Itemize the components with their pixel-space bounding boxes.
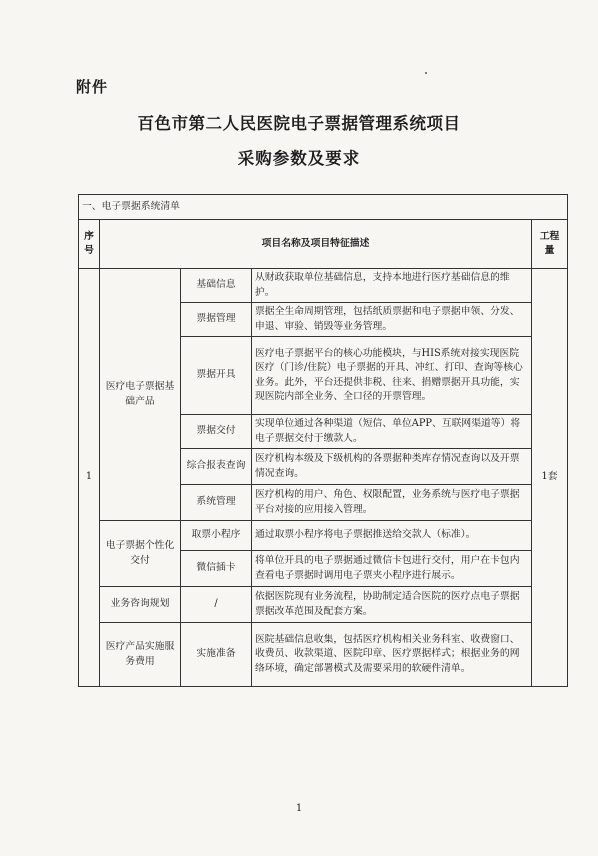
item-description: 票据全生命周期管理，包括纸质票据和电子票据申领、分发、申退、审验、销毁等业务管理。	[252, 303, 532, 337]
col-header-index: 序号	[79, 220, 100, 269]
item-name: 实施准备	[181, 623, 252, 687]
table-row	[79, 521, 568, 551]
group-name: 业务咨询规划	[100, 587, 181, 623]
col-header-quantity: 工程量	[532, 220, 568, 269]
section-title: 一、电子票据系统清单	[79, 195, 568, 220]
item-name: 票据开具	[181, 337, 252, 415]
group-name: 医疗产品实施服务费用	[100, 623, 181, 687]
item-description: 通过取票小程序将电子票据推送给交款人（标准）。	[252, 521, 532, 551]
table-row	[79, 623, 568, 687]
item-name: 微信插卡	[181, 551, 252, 587]
row-quantity: 1套	[532, 269, 568, 687]
item-name: 票据交付	[181, 415, 252, 449]
document-title: 百色市第二人民医院电子票据管理系统项目	[137, 114, 461, 133]
document-subtitle: 采购参数及要求	[237, 149, 361, 168]
spec-table	[78, 194, 568, 687]
item-name: 综合报表查询	[181, 449, 252, 485]
item-description: 实现单位通过各种渠道（短信、单位APP、互联网渠道等）将电子票据交付于缴款人。	[252, 415, 532, 449]
item-description: 医疗机构本级及下级机构的各票据种类库存情况查询以及开票情况查询。	[252, 449, 532, 485]
item-description: 医疗机构的用户、角色、权限配置，业务系统与医疗电子票据平台对接的应用接入管理。	[252, 485, 532, 521]
item-description: 从财政获取单位基础信息，支持本地进行医疗基础信息的维护。	[252, 269, 532, 303]
col-header-description: 项目名称及项目特征描述	[100, 220, 532, 269]
item-description: 将单位开具的电子票据通过微信卡包进行交付，用户在卡包内查看电子票据时调用电子票夹小程序进行展示。	[252, 551, 532, 587]
table-row	[79, 269, 568, 303]
group-name: 医疗电子票据基础产品	[100, 269, 181, 521]
page-number: 1	[295, 803, 303, 814]
item-name: /	[181, 587, 252, 623]
item-name: 系统管理	[181, 485, 252, 521]
row-index: 1	[79, 269, 100, 687]
scan-speck	[425, 72, 427, 74]
item-description: 依据医院现有业务流程，协助制定适合医院的医疗点电子票据票据改革范围及配套方案。	[252, 587, 532, 623]
item-description: 医院基础信息收集，包括医疗机构相关业务科室、收费窗口、收费员、收款渠道、医院印章、医疗票据样式；根据业务的网络环境，确定部署模式及需要采用的软硬件清单。	[252, 623, 532, 687]
item-description: 医疗电子票据平台的核心功能模块，与HIS系统对接实现医院医疗（门诊/住院）电子票据的开具、冲红、打印、查询等核心业务。此外，平台还提供非税、往来、捐赠票据开具功能，实现医院内部全业务、全口径的开票管理。	[252, 337, 532, 415]
table-row	[79, 587, 568, 623]
attachment-label: 附件	[76, 78, 109, 96]
item-name: 取票小程序	[181, 521, 252, 551]
group-name: 电子票据个性化交付	[100, 521, 181, 587]
item-name: 基础信息	[181, 269, 252, 303]
item-name: 票据管理	[181, 303, 252, 337]
